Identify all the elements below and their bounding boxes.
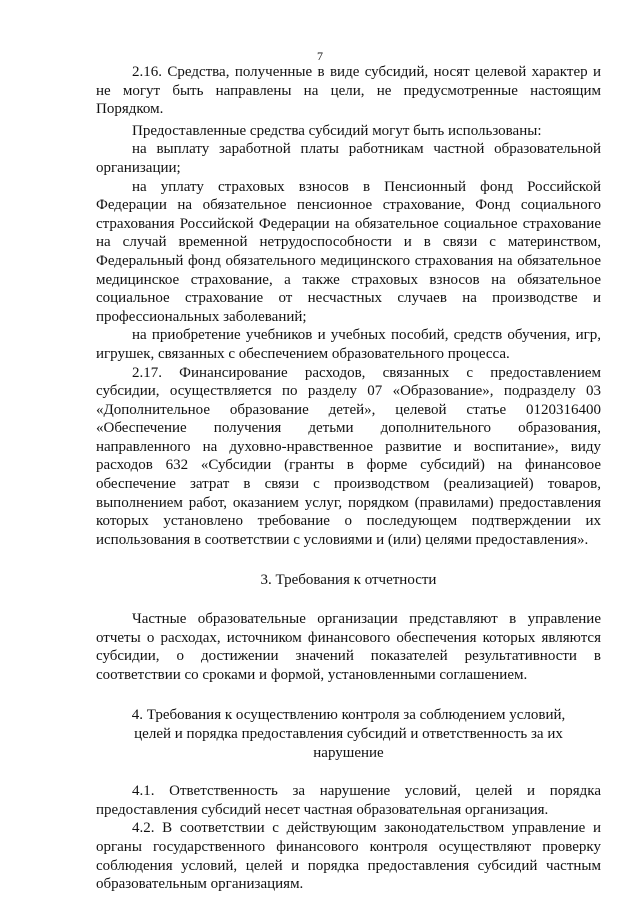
list-item-salary: на выплату заработной платы работникам частной образовательной организации;: [96, 141, 601, 176]
paragraph-used-for: Предоставленные средства субсидий могут быть использованы:: [132, 122, 542, 139]
page-number: 7: [317, 49, 323, 63]
document-body: [96, 63, 601, 894]
list-item-textbooks: на приобретение учебников и учебных пособий, средств обучения, игр, игрушек, связанных с обеспечением образовательного процесса.: [96, 327, 601, 362]
paragraph-4-2: 4.2. В соответствии с действующим законодательством управление и органы государственного финансового контроля осуществляют проверку соблюдения условий, целей и порядка предоставления субсидий частным образовательным организациям.: [96, 820, 601, 893]
list-item-insurance: на уплату страховых взносов в Пенсионный фонд Российской Федерации на обязательное пенсионное страхование, Фонд социального страхования Российской Федерации на обязательное социальное страхование на случай временной нетрудоспособности и в связи с материнством, Федеральный фонд обязательного медицинского страхования на обязательное медицинское страхование, а также страховых взносов на обязательное социальное страхование от несчастных случаев на производстве и профессиональных заболеваний;: [96, 178, 601, 325]
paragraph-2-16: 2.16. Средства, полученные в виде субсидий, носят целевой характер и не могут быть направлены на цели, не предусмотренные настоящим Порядком.: [96, 64, 601, 118]
section-4-heading: 4. Требования к осуществлению контроля за соблюдением условий, целей и порядка предоставления субсидий и ответственность за их нарушение: [131, 707, 566, 761]
section-3-text: Частные образовательные организации представляют в управление отчеты о расходах, источником финансового обеспечения которых являются субсидии, о достижении значений показателей результативности в соответствии со сроками и формой, установленными соглашением.: [96, 611, 601, 683]
paragraph-2-17: 2.17. Финансирование расходов, связанных с предоставлением субсидии, осуществляется по разделу 07 «Образование», подразделу 03 «Дополнительное образование детей», целевой статье 0120316400 «Обеспечение получения детьми дополнительного образования, направленного на духовно-нравственное развитие и воспитание», виду расходов 632 «Субсидии (гранты в форме субсидий) на финансовое обеспечение затрат в связи с производством (реализацией) товаров, выполнением работ, оказанием услуг, порядком (правилами) предоставления которых установлено требование о последующем подтверждении их использования в соответствии с условиями и (или) целями предоставления».: [96, 364, 601, 548]
section-3-heading: 3. Требования к отчетности: [260, 572, 437, 589]
paragraph-4-1: 4.1. Ответственность за нарушение условий, целей и порядка предоставления субсидий несет частная образовательная организация.: [96, 783, 601, 818]
